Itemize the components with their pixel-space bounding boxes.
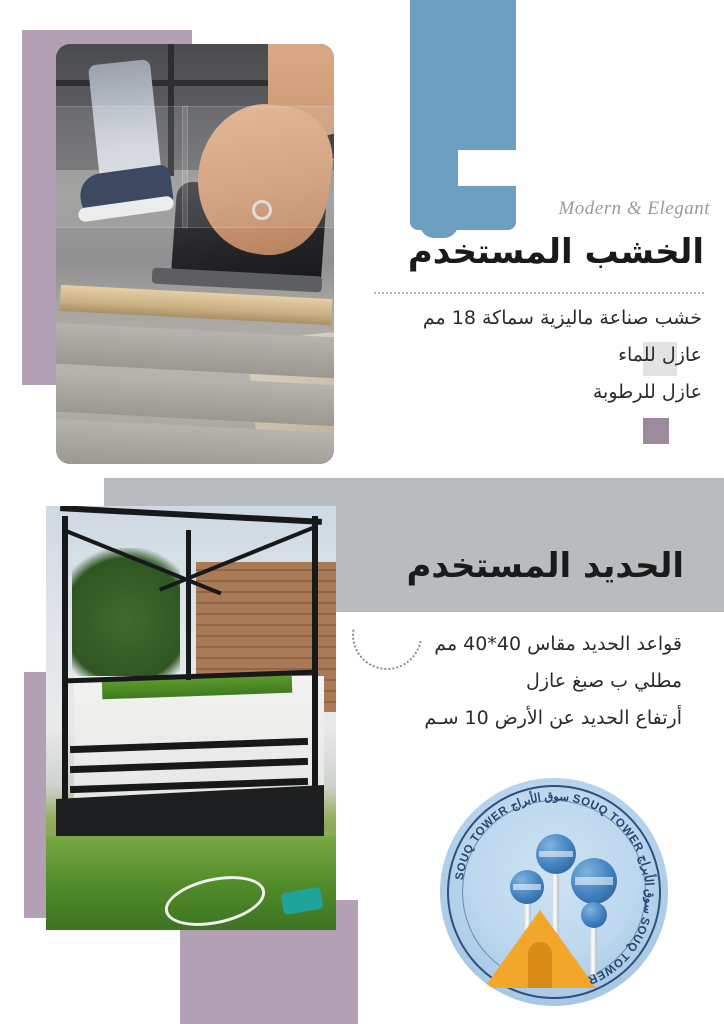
decor-blue-shape-notch: [458, 150, 516, 186]
steel-line-2: مطلي ب صبغ عازل: [526, 670, 682, 693]
section-body-wood: [302, 300, 702, 411]
decor-mauve-square: [643, 418, 669, 444]
wood-line-3: عازل للرطوبة: [592, 381, 702, 404]
logo-souq-tower: [440, 778, 668, 1006]
tagline-modern-elegant: Modern & Elegant: [558, 198, 710, 219]
photo-steel-post-center: [186, 530, 191, 680]
photo-wood-tile-1: [56, 106, 188, 228]
decor-blue-shape-neck: [420, 180, 458, 238]
section-heading-steel: الحديد المستخدم: [406, 546, 684, 586]
wood-line-1: خشب صناعة ماليزية سماكة 18 مم: [422, 307, 702, 329]
section-body-steel: [282, 626, 682, 737]
steel-line-3: أرتفاع الحديد عن الأرض 10 سـم: [424, 707, 682, 730]
photo-wood-cutting: [56, 44, 334, 464]
svg-text:SOUQ TOWER سوق الأبراج SOUQ: SOUQ TOWER سوق الأبراج SOUQ TOWER سوق الأبراج SOUQ TOWER: [453, 790, 656, 987]
logo-ring-text: [440, 778, 668, 1006]
divider-dotted-wood: [374, 292, 704, 294]
steel-line-1: قواعد الحديد مقاس 40*40 مم: [434, 633, 682, 655]
wood-line-2: عازل للماء: [618, 344, 702, 367]
photo-wood-tile-2: [182, 106, 334, 228]
section-heading-wood: الخشب المستخدم: [407, 232, 704, 272]
photo-steel-post-left: [62, 516, 68, 836]
